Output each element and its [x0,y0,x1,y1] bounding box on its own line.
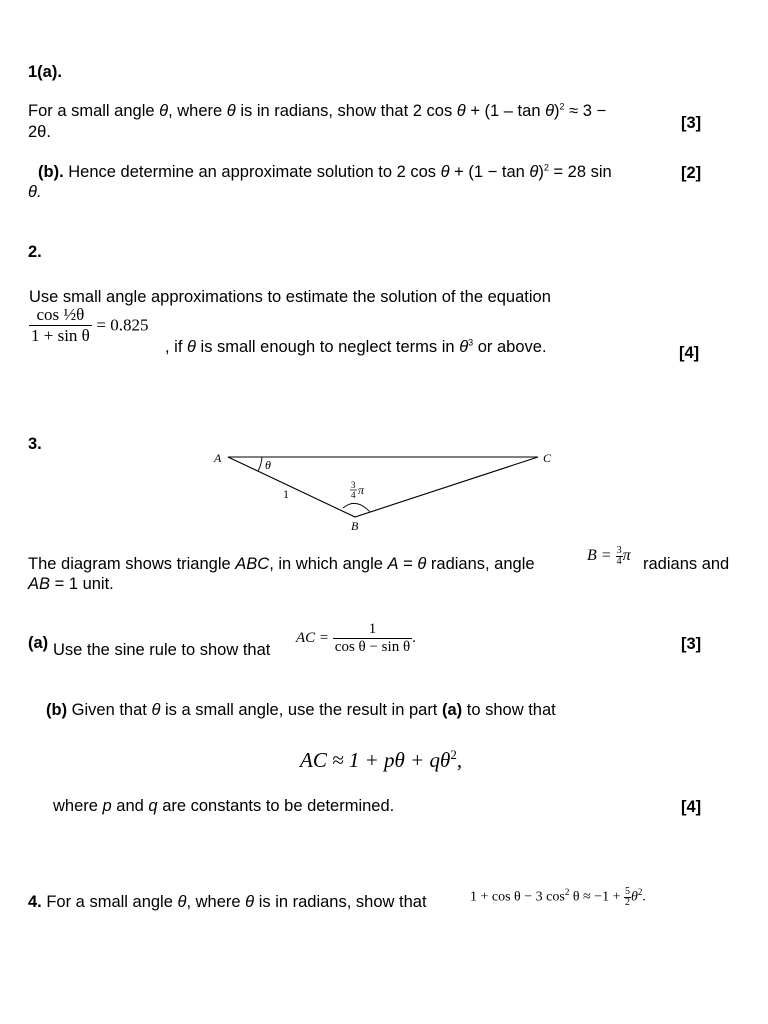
q3-text: , in which angle [269,555,388,573]
q1b-text: = 28 sin [548,163,612,181]
q1a-text: For a small angle [28,102,160,120]
q3b-marks: [4] [681,798,702,816]
q2-fraction-numerator: cos ½θ [29,306,92,326]
q1a-text: , where [168,102,227,120]
q3b-text: is a small angle, use the result in part [160,701,442,719]
q4-text: For a small angle [41,893,178,911]
q3a-equation-end: . [412,629,416,646]
q3-text: A [387,555,399,573]
q3a-equation-lhs: AC = [296,629,330,646]
q3a-text: Use the sine rule to show that [53,641,271,659]
q4-equation-part: 1 + cos θ − 3 cos [470,889,565,905]
q4-exponent: 2 [564,887,570,898]
q3-text: = 1 unit. [50,575,114,593]
q3-description-line1 [28,555,535,574]
q1b-exponent: 2 [543,162,549,173]
triangle-diagram [200,440,570,540]
q1b-text: Hence determine an approximate solution to 2 cos [63,163,441,181]
q4-theta: θ [245,893,255,911]
q1a-text-line1 [28,102,606,121]
q1a-text: is in radians, show that 2 cos [235,102,457,120]
q4-text: is in radians, show that [254,893,427,911]
q3-label: 3. [28,435,42,453]
q2-condition [165,338,547,357]
q3a-fraction-denominator: cos θ − sin θ [334,638,411,655]
q3-text: = [398,555,418,573]
q3b-text [46,701,556,720]
q1b-theta: θ. [28,183,42,201]
angle-a-arc [258,457,262,471]
q2-exponent: 3 [468,337,474,348]
q1b-text: + (1 − tan [449,163,530,181]
q3-theta: θ [417,555,427,573]
q1b-text-line1 [38,163,612,182]
q3-angle-b-fraction [616,546,623,567]
q2-equation [29,306,149,356]
q3-text: radians, angle [426,555,535,573]
q3b-text: Given that [67,701,152,719]
q1b-text: ) [538,163,544,181]
q1a-marks: [3] [681,114,702,132]
q2-text: , if [165,338,188,356]
q3a-fraction [333,621,412,656]
q3a-fraction-numerator: 1 [333,621,412,639]
q2-marks: [4] [679,344,700,362]
vertex-c-label: C [543,451,552,465]
q4-text: , where [186,893,246,911]
q3b-constant-p: p [102,797,112,815]
angle-b-pi: π [358,483,365,497]
q2-theta: θ [187,338,196,356]
q4-label: 4. [28,893,42,911]
q3b-text: and [111,797,149,815]
q3b-equation-end: , [456,748,463,772]
q3-fraction-numerator: 3 [616,545,622,556]
q1a-text: ) [554,102,560,120]
q2-label: 2. [28,243,42,261]
q1b-theta: θ [440,163,450,181]
q3a-marks: [3] [681,635,702,653]
q1a-exponent: 2 [559,101,565,112]
q4-equation-end: . [642,889,646,905]
q2-fraction [29,306,92,345]
q3b-text: to show that [462,701,556,719]
q3-text: ABC [235,555,270,573]
q3b-text: where [53,797,103,815]
q1a-theta: θ [545,102,555,120]
q1a-text: + (1 – tan [465,102,546,120]
q4-fraction [624,887,631,908]
q2-text: or above. [473,338,547,356]
q2-intro: Use small angle approximations to estimate the solution of the equation [29,288,551,306]
q3-text: AB [28,575,51,593]
q3-text: The diagram shows triangle [28,555,236,573]
q2-fraction-denominator: 1 + sin θ [31,325,90,345]
q1a-theta: θ [159,102,169,120]
q3a-equation [296,621,416,656]
q4-fraction-numerator: 5 [625,886,631,897]
q3b-part-ref: (a) [441,701,463,719]
q4-fraction-denominator: 2 [625,897,631,908]
q3-description-end: radians and [643,555,730,573]
q1a-text-line2: 2θ. [28,123,51,141]
q1a-theta: θ [456,102,466,120]
angle-b-arc [343,503,370,512]
triangle-abc [228,457,538,517]
q1b-theta: θ [529,163,539,181]
q1b-text-line2 [28,183,42,202]
q3b-text: are constants to be determined. [157,797,395,815]
q4-theta: θ [177,893,187,911]
q3b-equation-body: AC ≈ 1 + pθ + qθ [300,748,451,772]
q4-equation-part: θ ≈ −1 + [569,889,621,905]
q2-theta: θ [459,338,469,356]
q3a-label: (a) [28,634,49,652]
q4-text [28,893,427,912]
q2-equation-rhs: = 0.825 [96,315,149,335]
q1b-marks: [2] [681,164,702,182]
angle-b-denominator: 4 [351,490,356,500]
q4-equation [470,887,646,908]
q3-angle-b-formula [587,546,631,567]
q1a-theta: θ [226,102,236,120]
q1a-text: ≈ 3 − [564,102,607,120]
q3b-theta: θ [151,701,161,719]
q1b-label: (b). [38,163,64,181]
q3-text: B = [587,547,612,565]
vertex-b-label: B [351,519,359,533]
vertex-a-label: A [214,451,222,465]
q4-theta: θ [631,889,638,905]
q3-fraction-denominator: 4 [616,556,622,567]
q3-description-line2 [28,575,114,594]
q3-pi: π [622,547,631,565]
q3b-exponent: 2 [450,747,457,762]
q3b-constant-q: q [148,797,158,815]
angle-theta-label: θ [265,458,271,472]
q1-label: 1(a). [28,63,62,81]
q4-exponent: 2 [637,887,643,898]
angle-b-numerator: 3 [351,480,356,490]
q3b-equation [300,748,462,773]
q3b-label: (b) [46,701,68,719]
side-ab-label: 1 [283,487,289,501]
q3b-where [53,797,394,816]
q2-text: is small enough to neglect terms in [195,338,460,356]
